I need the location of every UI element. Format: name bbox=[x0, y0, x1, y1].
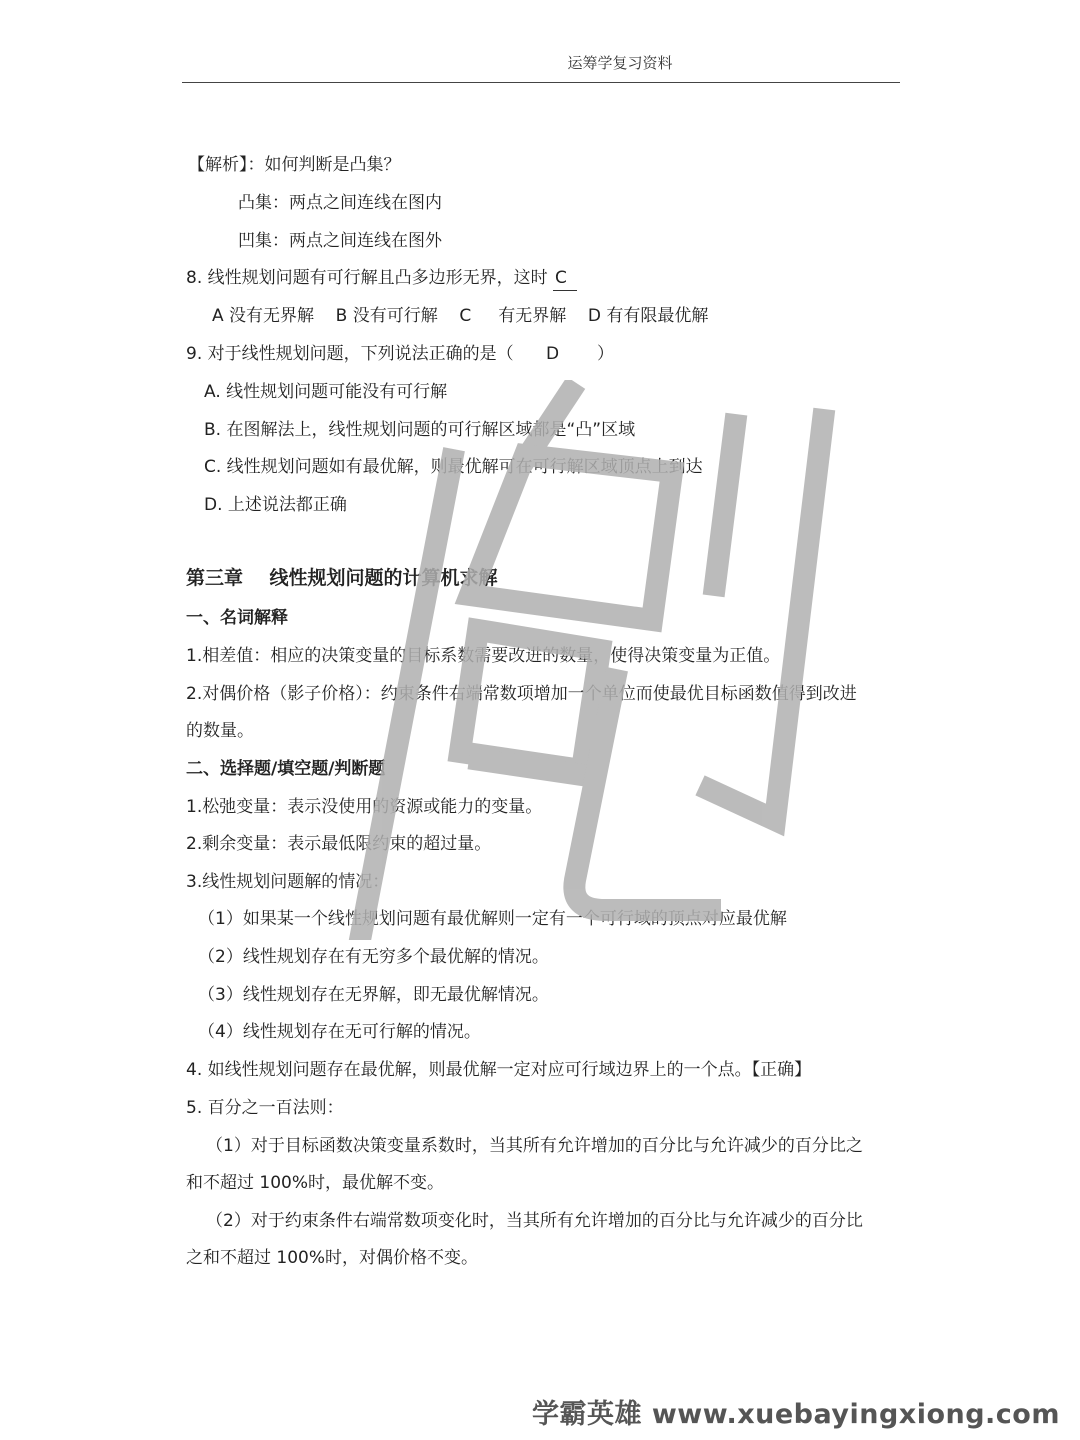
solution-case-2: （2）线性规划存在有无穷多个最优解的情况。 bbox=[198, 947, 549, 967]
header-title: 运筹学复习资料 bbox=[567, 54, 673, 72]
header-divider bbox=[182, 82, 900, 83]
question-8-answer: C bbox=[553, 266, 577, 291]
rule-2-cont: 之和不超过 100%时，对偶价格不变。 bbox=[186, 1248, 479, 1268]
question-8-text: 8. 线性规划问题有可行解且凸多边形无界，这时 bbox=[186, 268, 548, 288]
section-2-heading: 二、选择题/填空题/判断题 bbox=[186, 759, 386, 779]
term-reduced-cost: 1.相差值：相应的决策变量的目标系数需要改进的数量，使得决策变量为正值。 bbox=[186, 646, 781, 666]
term-dual-price-cont: 的数量。 bbox=[186, 721, 254, 741]
chapter-title: 第三章 线性规划问题的计算机求解 bbox=[186, 567, 498, 589]
convex-set-definition: 凸集：两点之间连线在图内 bbox=[238, 193, 442, 213]
question-9-option-b: B. 在图解法上，线性规划问题的可行解区域都是“凸”区域 bbox=[204, 420, 636, 440]
section-1-heading: 一、名词解释 bbox=[186, 608, 288, 628]
question-9: 9. 对于线性规划问题，下列说法正确的是（ D ） bbox=[186, 344, 614, 364]
solution-cases-heading: 3.线性规划问题解的情况： bbox=[186, 872, 390, 892]
statement-4: 4. 如线性规划问题存在最优解，则最优解一定对应可行域边界上的一个点。【正确】 bbox=[186, 1060, 812, 1080]
rule-2: （2）对于约束条件右端常数项变化时，当其所有允许增加的百分比与允许减少的百分比 bbox=[206, 1211, 863, 1231]
rule-1-cont: 和不超过 100%时，最优解不变。 bbox=[186, 1173, 445, 1193]
question-9-option-d: D. 上述说法都正确 bbox=[204, 495, 347, 515]
solution-case-3: （3）线性规划存在无界解，即无最优解情况。 bbox=[198, 985, 549, 1005]
footer-brand: 学霸英雄 www.xuebayingxiong.com bbox=[531, 1399, 1060, 1430]
analysis-question: 【解析】：如何判断是凸集？ bbox=[188, 155, 401, 175]
term-dual-price: 2.对偶价格（影子价格）：约束条件右端常数项增加一个单位而使最优目标函数值得到改进 bbox=[186, 684, 857, 704]
solution-case-1: （1）如果某一个线性规划问题有最优解则一定有一个可行域的顶点对应最优解 bbox=[198, 909, 787, 929]
surplus-variable: 2.剩余变量：表示最低限约束的超过量。 bbox=[186, 834, 492, 854]
rule-1: （1）对于目标函数决策变量系数时，当其所有允许增加的百分比与允许减少的百分比之 bbox=[206, 1136, 863, 1156]
question-9-option-c: C. 线性规划问题如有最优解，则最优解可在可行解区域顶点上到达 bbox=[204, 457, 703, 477]
question-8 bbox=[186, 266, 577, 291]
slack-variable: 1.松弛变量：表示没使用的资源或能力的变量。 bbox=[186, 797, 543, 817]
solution-case-4: （4）线性规划存在无可行解的情况。 bbox=[198, 1022, 481, 1042]
question-8-options: A 没有无界解 B 没有可行解 C 有无界解 D 有有限最优解 bbox=[212, 306, 709, 326]
concave-set-definition: 凹集：两点之间连线在图外 bbox=[238, 231, 442, 251]
question-9-option-a: A. 线性规划问题可能没有可行解 bbox=[204, 382, 448, 402]
hundred-percent-rule: 5. 百分之一百法则： bbox=[186, 1098, 344, 1118]
